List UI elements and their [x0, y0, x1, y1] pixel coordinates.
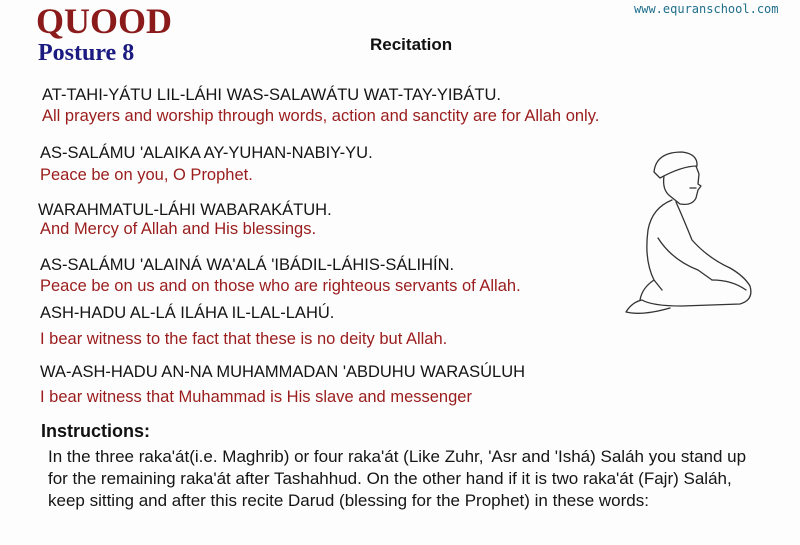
- posture-title: QUOOD: [36, 1, 173, 41]
- recitation-translation-1: All prayers and worship through words, action and sanctity are for Allah only.: [42, 107, 600, 125]
- recitation-translation-6: I bear witness that Muhammad is His slave and messenger: [40, 388, 472, 406]
- recitation-arabic-2: AS-SALÁMU 'ALAIKA AY-YUHAN-NABIY-YU.: [40, 144, 373, 162]
- instructions-heading: Instructions:: [41, 421, 151, 441]
- recitation-arabic-5: ASH-HADU AL-LÁ ILÁHA IL-LAL-LAHÚ.: [40, 304, 335, 322]
- recitation-translation-3: And Mercy of Allah and His blessings.: [40, 220, 317, 238]
- section-heading: Recitation: [370, 35, 453, 54]
- recitation-translation-4: Peace be on us and on those who are righteous servants of Allah.: [40, 277, 521, 295]
- recitation-translation-5: I bear witness to the fact that these is no deity but Allah.: [40, 330, 448, 348]
- website-link[interactable]: www.equranschool.com: [634, 2, 779, 16]
- sitting-posture-illustration: [612, 130, 772, 325]
- posture-number: Posture 8: [38, 40, 135, 66]
- recitation-arabic-6: WA-ASH-HADU AN-NA MUHAMMADAN 'ABDUHU WARASÚLUH: [40, 363, 526, 381]
- recitation-arabic-3: WARAHMATUL-LÁHI WABARAKÁTUH.: [38, 201, 332, 219]
- recitation-arabic-1: AT-TAHI-YÁTU LIL-LÁHI WAS-SALAWÁTU WAT-TAY-YIBÁTU.: [42, 86, 501, 104]
- recitation-arabic-4: AS-SALÁMU 'ALAINÁ WA'ALÁ 'IBÁDIL-LÁHIS-SÁLIHÍN.: [40, 256, 455, 274]
- instructions-text: In the three raka'át(i.e. Maghrib) or four raka'át (Like Zuhr, 'Asr and 'Ishá) Saláh you stand up for the remaining raka'át after Tashahhud. On the other hand if it is two raka'át (Fajr) Saláh, keep sitting and after this recite Darud (blessing for the Prophet) in these words:: [48, 447, 747, 510]
- recitation-translation-2: Peace be on you, O Prophet.: [40, 166, 253, 184]
